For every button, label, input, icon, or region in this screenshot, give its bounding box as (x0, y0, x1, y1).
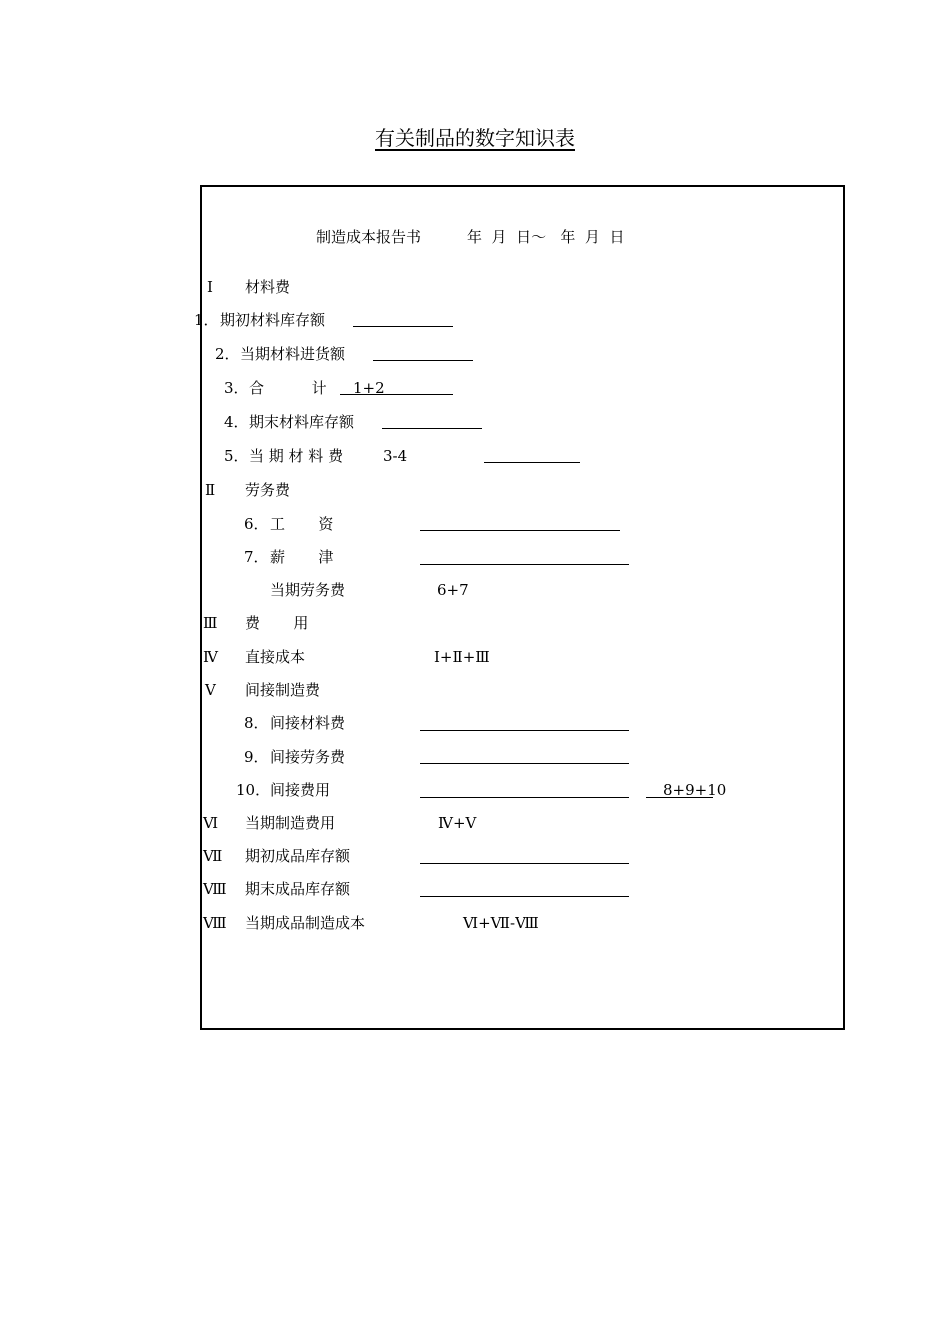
item-number: 1． (194, 311, 219, 329)
blank-line (373, 360, 473, 361)
item-formula: 3-4 (383, 447, 408, 465)
item-number: 4． (224, 413, 249, 431)
report-heading: 制造成本报告书 (316, 228, 422, 246)
section-number: Ⅴ (205, 681, 216, 699)
item-label: 间接材料费 (270, 714, 346, 732)
item-number: 8． (244, 714, 269, 732)
section-label: 当期成品制造成本 (245, 914, 366, 932)
section-number: Ⅱ (205, 481, 216, 499)
blank-line (420, 564, 629, 565)
section-formula: Ⅰ+Ⅱ+Ⅲ (434, 648, 490, 666)
item-number: 5． (224, 447, 249, 465)
blank-line (420, 896, 629, 897)
blank-line (420, 530, 620, 531)
document-title: 有关制品的数字知识表 (375, 126, 575, 150)
item-label: 薪 津 (270, 548, 334, 566)
item-label: 当期材料进货额 (240, 345, 346, 363)
blank-line (353, 326, 453, 327)
section-label: 劳务费 (245, 481, 291, 499)
item-label: 当 期 材 料 费 (249, 447, 344, 465)
item-number: 2． (215, 345, 240, 363)
item-label: 间接费用 (270, 781, 331, 799)
section-number: Ⅰ (207, 278, 213, 296)
section-number: Ⅶ (203, 847, 223, 865)
blank-line (420, 797, 629, 798)
section-label: 期末成品库存额 (245, 880, 351, 898)
item-label: 间接劳务费 (270, 748, 346, 766)
section-number: Ⅲ (203, 614, 218, 632)
item-formula: 1+2 (353, 379, 385, 397)
section-number: Ⅷ (203, 914, 227, 932)
item-number: 6． (244, 515, 269, 533)
blank-line (340, 394, 453, 395)
item-number: 7． (244, 548, 269, 566)
section-number: Ⅳ (203, 648, 218, 666)
blank-line (420, 863, 629, 864)
section-number: Ⅵ (203, 814, 219, 832)
blank-line (420, 730, 629, 731)
item-number: 9． (244, 748, 269, 766)
section-label: 费 用 (245, 614, 309, 632)
blank-line (382, 428, 482, 429)
subtotal-label: 当期劳务费 (270, 581, 346, 599)
item-number: 3． (224, 379, 249, 397)
formula-underline (646, 797, 713, 798)
item-label: 期末材料库存额 (249, 413, 355, 431)
item-number: 10． (236, 781, 271, 799)
section-label: 当期制造费用 (245, 814, 336, 832)
section-label: 间接制造费 (245, 681, 321, 699)
subtotal-formula: 6+7 (437, 581, 469, 599)
item-formula: 8+9+10 (663, 781, 727, 799)
section-formula: Ⅵ+Ⅶ-Ⅷ (463, 914, 539, 932)
section-label: 材料费 (245, 278, 291, 296)
section-number: Ⅷ (203, 880, 227, 898)
blank-line (420, 763, 629, 764)
item-label: 期初材料库存额 (220, 311, 326, 329)
item-label: 合 计 (249, 379, 327, 397)
report-period: 年 月 日～ 年 月 日 (467, 228, 625, 246)
section-label: 期初成品库存额 (245, 847, 351, 865)
blank-line (484, 462, 580, 463)
section-formula: Ⅳ+Ⅴ (438, 814, 477, 832)
item-label: 工 资 (270, 515, 334, 533)
section-label: 直接成本 (245, 648, 306, 666)
